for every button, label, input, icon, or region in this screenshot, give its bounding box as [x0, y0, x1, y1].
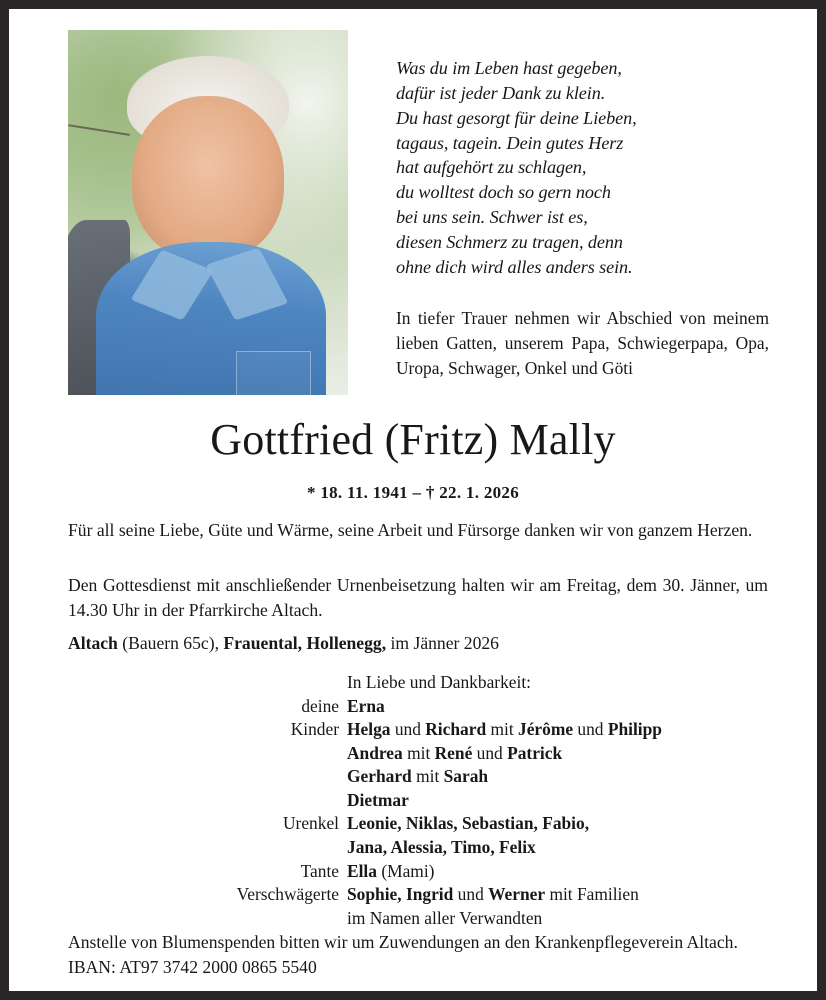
- poem-line: Du hast gesorgt für deine Lieben,: [396, 107, 637, 128]
- poem-line: hat aufgehört zu schlagen,: [396, 157, 587, 178]
- memorial-poem: [396, 56, 766, 280]
- family-row: [68, 789, 768, 813]
- place-and-date-line: [68, 631, 768, 656]
- family-names: im Namen aller Verwandten: [347, 907, 543, 928]
- service-paragraph: Den Gottesdienst mit anschließender Urnenbeisetzung halten wir am Freitag, dem 30. Jänner, um 14.30 Uhr in der Pfarrkirche Altach.: [68, 575, 768, 620]
- poem-line: tagaus, tagein. Dein gutes Herz: [396, 132, 624, 153]
- photo-face: [132, 96, 283, 260]
- deceased-name: Gottfried (Fritz) Mally: [210, 415, 616, 464]
- family-names: Helga und Richard mit Jérôme und Philipp: [347, 719, 662, 740]
- family-heading: In Liebe und Dankbarkeit:: [347, 672, 531, 692]
- thanks-paragraph: Für all seine Liebe, Güte und Wärme, seine Arbeit und Fürsorge danken wir von ganzem Herzen.: [68, 520, 753, 540]
- family-row: [68, 860, 768, 884]
- family-relation-label: Tante: [300, 860, 339, 881]
- donation-note: Anstelle von Blumenspenden bitten wir um Zuwendungen an den Krankenpflegeverein Altach. IBAN: AT97 3742 2000 0865 5540: [68, 932, 738, 977]
- family-relation-label: Urenkel: [282, 813, 339, 834]
- family-names: Ella (Mami): [347, 860, 435, 881]
- portrait-photo: [68, 30, 348, 395]
- family-relation-label: Kinder: [290, 719, 339, 740]
- family-names: Andrea mit René und Patrick: [347, 742, 563, 763]
- family-row: [68, 765, 768, 789]
- family-names: Gerhard mit Sarah: [347, 766, 489, 787]
- photo-shirt-pocket: [236, 351, 311, 395]
- poem-line: du wolltest doch so gern noch: [396, 182, 611, 203]
- poem-line: bei uns sein. Schwer ist es,: [396, 207, 588, 228]
- family-row: [68, 812, 768, 836]
- family-names: Erna: [347, 695, 385, 716]
- place-towns: Frauental, Hollenegg,: [223, 633, 387, 653]
- family-names: Dietmar: [347, 789, 409, 810]
- mourning-intro: In tiefer Trauer nehmen wir Abschied von meinem lieben Gatten, unserem Papa, Schwiegerpapa, Opa, Uropa, Schwager, Onkel und Göti: [396, 308, 769, 379]
- family-row: [68, 695, 768, 719]
- photo-branch: [68, 124, 129, 136]
- family-row: [68, 883, 768, 907]
- family-relation-label: Verschwägerte: [236, 884, 339, 905]
- poem-line: dafür ist jeder Dank zu klein.: [396, 82, 606, 103]
- family-row: [68, 836, 768, 860]
- poem-line: diesen Schmerz zu tragen, denn: [396, 231, 623, 252]
- family-row: [68, 907, 768, 931]
- family-relation-label: deine: [301, 695, 339, 716]
- family-names: Jana, Alessia, Timo, Felix: [347, 837, 536, 858]
- family-rows: [68, 695, 768, 931]
- place-month-year: im Jänner 2026: [386, 633, 499, 653]
- photo-background: [68, 30, 348, 395]
- family-list: [68, 671, 768, 930]
- place-address: (Bauern 65c),: [117, 633, 224, 653]
- family-row: [68, 742, 768, 766]
- family-names: Sophie, Ingrid und Werner mit Familien: [347, 884, 639, 905]
- family-row: [68, 718, 768, 742]
- poem-line: Was du im Leben hast gegeben,: [396, 58, 622, 78]
- poem-line: ohne dich wird alles anders sein.: [396, 256, 633, 277]
- family-names: Leonie, Niklas, Sebastian, Fabio,: [347, 813, 590, 834]
- place-town: Altach: [68, 633, 118, 653]
- deceased-dates: * 18. 11. 1941 – † 22. 1. 2026: [306, 483, 520, 502]
- notice-inner: [9, 9, 817, 991]
